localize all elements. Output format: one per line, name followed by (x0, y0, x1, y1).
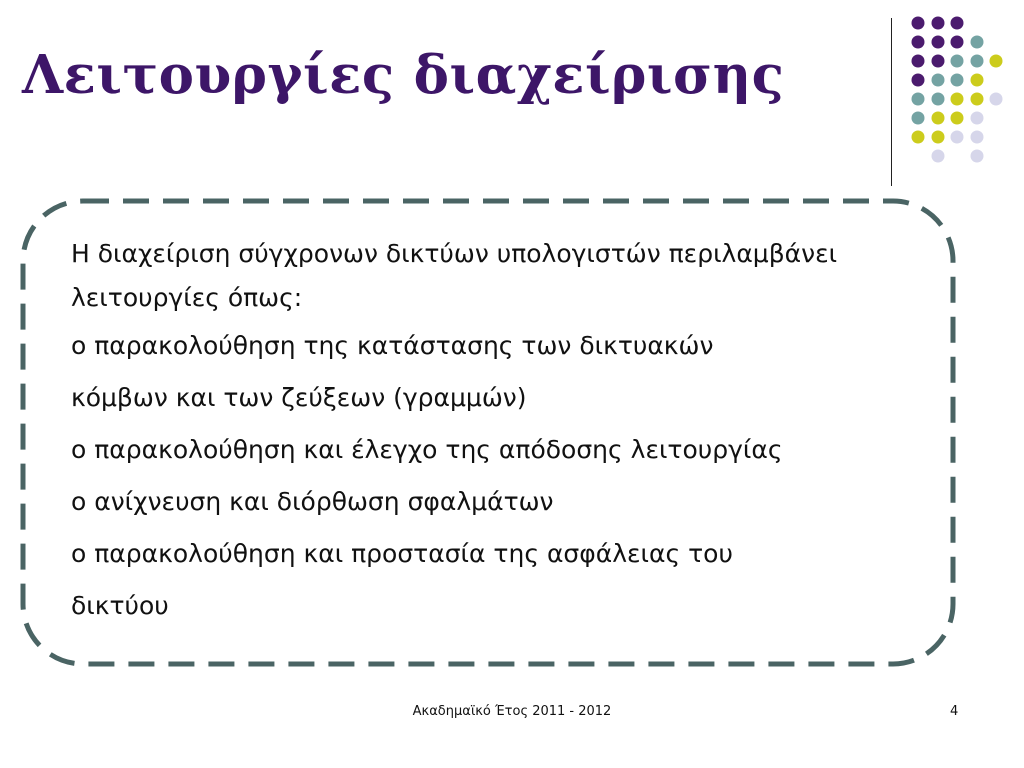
decorative-dot (932, 36, 945, 49)
decorative-dot (912, 36, 925, 49)
decorative-dot (932, 112, 945, 125)
decorative-dot (951, 112, 964, 125)
slide-content (71, 232, 931, 632)
slide-title: Λειτουργίες διαχείρισης (22, 44, 785, 106)
decorative-dot (951, 55, 964, 68)
decorative-dot-grid (0, 0, 1024, 170)
decorative-dot (932, 131, 945, 144)
decorative-dot (971, 93, 984, 106)
decorative-dot (990, 55, 1003, 68)
decorative-dot (951, 17, 964, 30)
bullet-item: κόμβων και των ζεύξεων (γραμμών) (71, 383, 527, 412)
decorative-dot (951, 36, 964, 49)
decorative-dot (912, 93, 925, 106)
decorative-dot (912, 131, 925, 144)
decorative-dot (951, 131, 964, 144)
decorative-dot (932, 17, 945, 30)
decorative-dot (912, 74, 925, 87)
decorative-dot (971, 74, 984, 87)
decorative-dot (971, 36, 984, 49)
bullet-item: o ανίχνευση και διόρθωση σφαλμάτων (71, 487, 554, 516)
decorative-dot (951, 93, 964, 106)
decorative-dot (932, 74, 945, 87)
page-number: 4 (950, 704, 959, 719)
decorative-dot (912, 17, 925, 30)
decorative-dot (990, 93, 1003, 106)
decorative-dot (971, 150, 984, 163)
bullet-item: o παρακολούθηση και προστασία της ασφάλειας του (71, 539, 733, 568)
bullet-item: o παρακολούθηση και έλεγχο της απόδοσης λειτουργίας (71, 435, 783, 464)
decorative-dot (932, 93, 945, 106)
decorative-dot (932, 150, 945, 163)
decorative-dot (971, 55, 984, 68)
decorative-dot (912, 112, 925, 125)
bullet-item: δικτύου (71, 591, 169, 620)
decorative-dot (971, 131, 984, 144)
decorative-dot (971, 112, 984, 125)
decorative-dot (951, 74, 964, 87)
decorative-dot (932, 55, 945, 68)
decorative-dot (912, 55, 925, 68)
footer-academic-year: Ακαδημαϊκό Έτος 2011 - 2012 (412, 704, 612, 719)
bullet-item: o παρακολούθηση της κατάστασης των δικτυακών (71, 331, 714, 360)
intro-paragraph: Η διαχείριση σύγχρονων δικτύων υπολογιστών περιλαμβάνει λειτουργίες όπως: (71, 239, 838, 312)
